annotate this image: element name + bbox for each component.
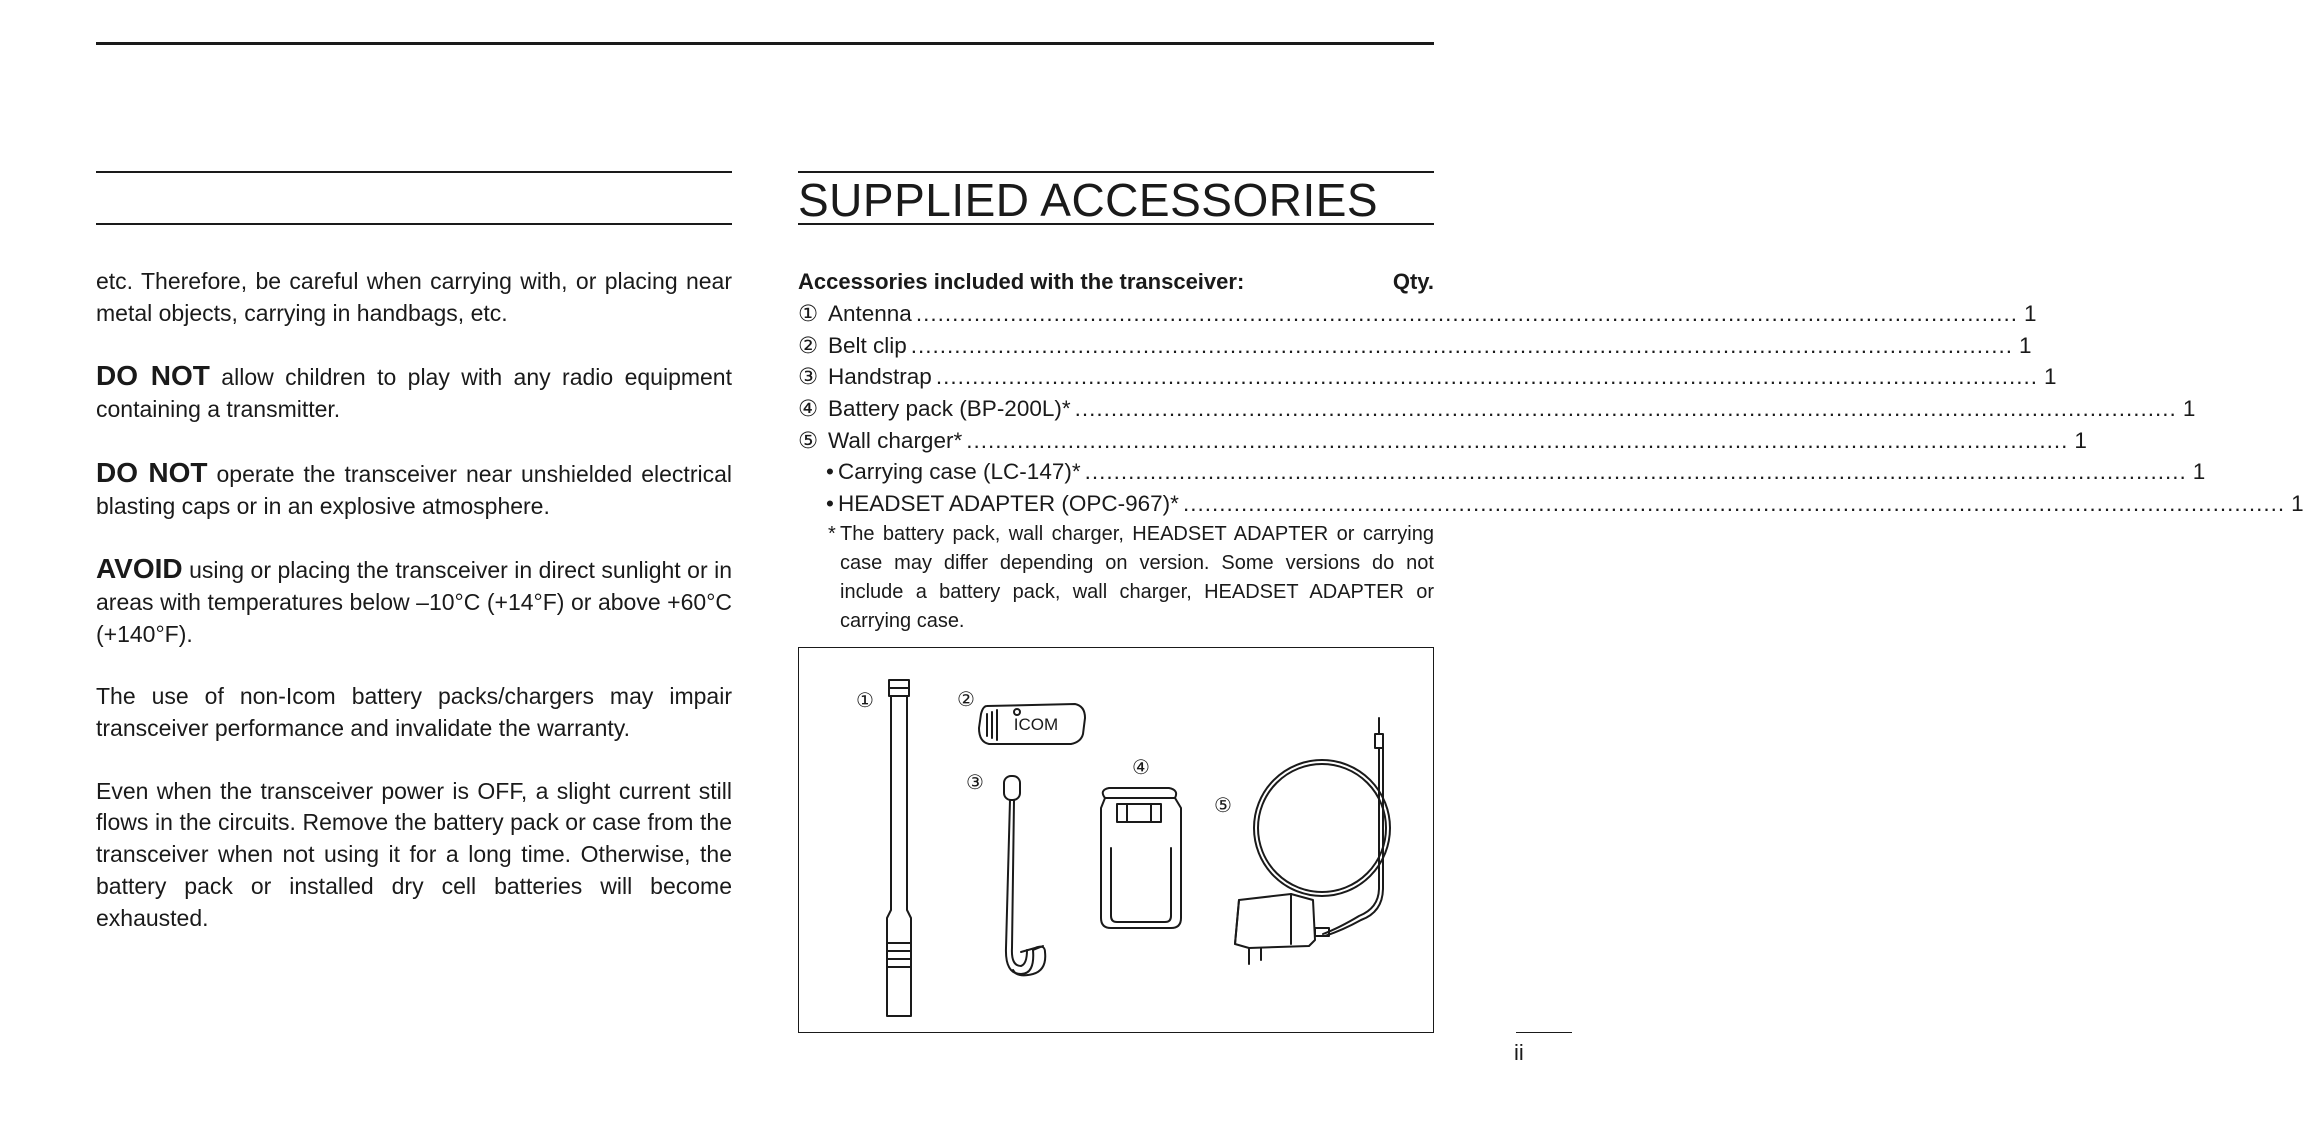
item-label: Handstrap	[828, 364, 932, 390]
left-header-rule-bottom	[96, 223, 732, 225]
accessory-row	[798, 425, 2087, 457]
item-number: ③	[798, 364, 819, 390]
item-qty: 1	[2018, 332, 2032, 358]
bullet: •	[826, 459, 834, 485]
footnote-text: The battery pack, wall charger, HEADSET ADAPTER or carrying case may differ depending on version. Some versions do not include a battery pack, wall charger, HEADSET ADAPTER or carrying case.	[840, 523, 1434, 632]
accessory-row	[798, 361, 2057, 393]
brand-logo-text: ICOM	[1013, 715, 1059, 734]
item-label: Battery pack (BP-200L)*	[828, 396, 1071, 422]
item-number: ①	[798, 301, 819, 326]
top-rule	[96, 42, 1434, 45]
precaution-paragraph	[96, 266, 732, 329]
left-header-rule-top	[96, 171, 732, 173]
precaution-paragraph	[96, 776, 732, 935]
accessories-header-label: Accessories included with the transceiver:	[798, 269, 1245, 294]
battery-pack-icon	[1101, 788, 1181, 928]
item-number: ④	[798, 396, 819, 422]
callout-1: ①	[856, 688, 874, 712]
paragraph-text: allow children to play with any radio equipment containing a transmitter.	[96, 364, 732, 423]
accessories-list	[798, 298, 2304, 520]
accessory-row	[798, 393, 2196, 425]
precautions-column	[96, 266, 732, 965]
accessory-row	[798, 330, 2032, 362]
callout-4: ④	[1132, 755, 1150, 779]
callout-5: ⑤	[1214, 793, 1232, 817]
wall-charger-icon	[1235, 718, 1390, 964]
accessories-figure	[798, 647, 1434, 1033]
accessory-sub-row	[798, 456, 2206, 488]
footnote-star: *	[828, 523, 836, 545]
leader-dots: ........................................................................................................................................................	[910, 332, 2013, 358]
callout-3: ③	[966, 770, 984, 794]
item-qty: 1	[2044, 364, 2057, 390]
keyword: AVOID	[96, 553, 183, 585]
leader-dots: ........................................................................................................................................................	[966, 427, 2069, 453]
accessories-header	[798, 268, 1434, 296]
leader-dots: ........................................................................................................................................................	[935, 364, 2038, 390]
bullet: •	[826, 491, 834, 517]
leader-dots: ........................................................................................................................................................	[915, 301, 2019, 326]
item-qty: 1	[2024, 301, 2037, 326]
section-title: SUPPLIED ACCESSORIES	[798, 174, 1379, 226]
item-qty: 1	[2074, 427, 2087, 453]
item-label: Antenna	[828, 301, 912, 326]
leader-dots: ........................................................................................................................................................	[1074, 396, 2177, 422]
paragraph-text: The use of non-Icom battery packs/chargers may impair transceiver performance and invalidate the warranty.	[96, 683, 732, 742]
paragraph-text: operate the transceiver near unshielded electrical blasting caps or in an explosive atmosphere.	[96, 460, 732, 519]
accessory-sub-row	[798, 488, 2304, 520]
item-number: ②	[798, 332, 819, 358]
item-qty: 1	[2192, 459, 2206, 485]
section-title-rule-top	[798, 171, 1434, 173]
item-number: ⑤	[798, 427, 819, 453]
accessories-illustration	[799, 648, 1433, 1032]
leader-dots: ........................................................................................................................................................	[1084, 459, 2187, 485]
item-qty: 1	[2291, 491, 2304, 517]
callout-2: ②	[957, 687, 975, 711]
leader-dots: ........................................................................................................................................................	[1182, 491, 2286, 517]
accessories-header-qty: Qty.	[1392, 269, 1434, 294]
item-qty: 1	[2182, 396, 2196, 422]
paragraph-text: using or placing the transceiver in direct sunlight or in areas with temperatures below –10°C (+14°F) or above +60°C (+140°F).	[96, 557, 732, 647]
keyword: DO NOT	[96, 360, 210, 392]
item-label: Belt clip	[828, 332, 907, 358]
antenna-icon	[887, 680, 911, 1016]
precaution-paragraph	[96, 360, 732, 425]
handstrap-icon	[1004, 776, 1045, 975]
precaution-paragraph	[96, 553, 732, 650]
keyword: DO NOT	[96, 456, 208, 488]
item-label: Wall charger*	[828, 427, 963, 453]
paragraph-text: Even when the transceiver power is OFF, a slight current still flows in the circuits. Remove the battery pack or case from the transceiver when not using it for a long time. Otherwise, the battery pack or installed dry cell batteries will become exhausted.	[96, 777, 732, 931]
page-number-rule	[1516, 1032, 1572, 1033]
accessory-row	[798, 298, 2037, 330]
page-number: ii	[1514, 1040, 1524, 1065]
belt-clip-icon	[979, 704, 1085, 744]
item-label: HEADSET ADAPTER (OPC-967)*	[838, 491, 1179, 517]
item-label: Carrying case (LC-147)*	[838, 459, 1081, 485]
precaution-paragraph	[96, 681, 732, 744]
paragraph-text: etc. Therefore, be careful when carrying with, or placing near metal objects, carrying in handbags, etc.	[96, 268, 732, 326]
precaution-paragraph	[96, 457, 732, 522]
footnote	[828, 520, 1434, 636]
